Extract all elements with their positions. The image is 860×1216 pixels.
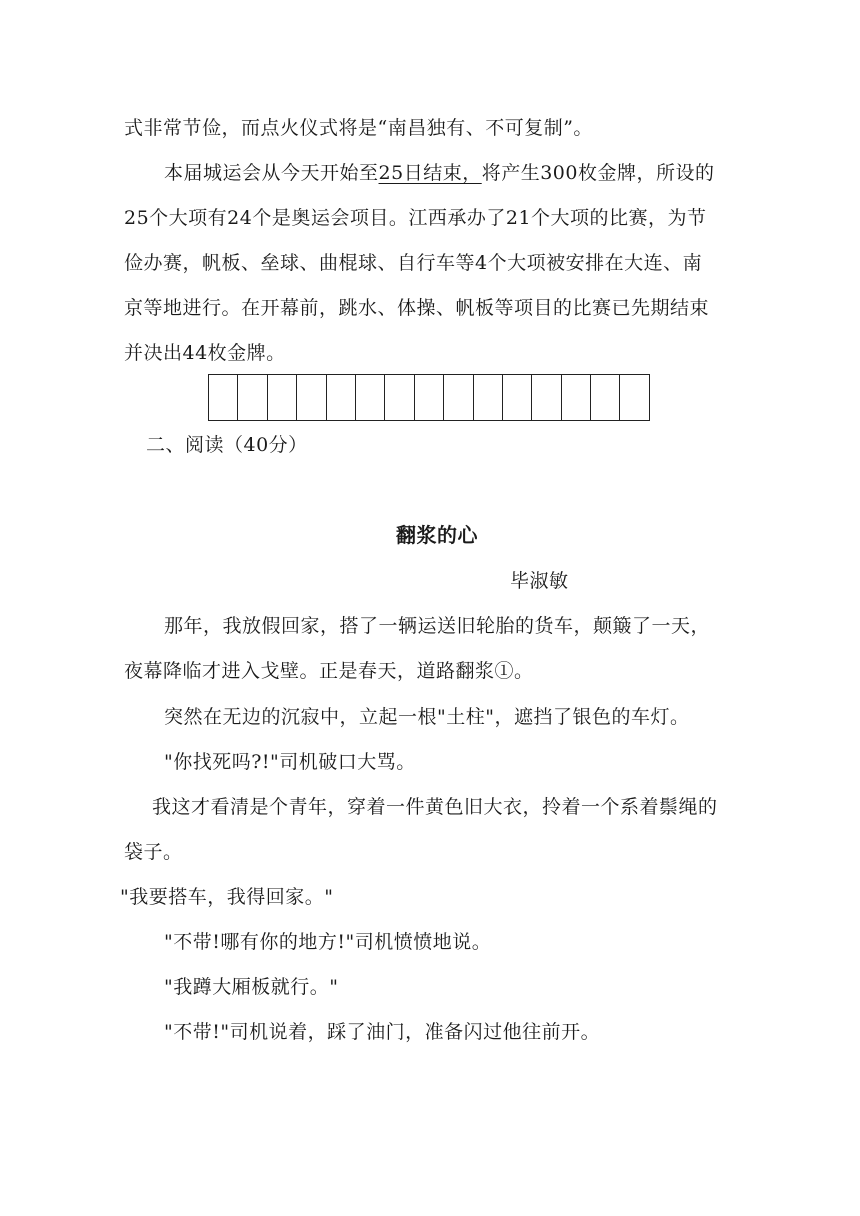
passage-text: 将产生300枚金牌，所设的 <box>481 162 715 184</box>
answer-grid-cell[interactable] <box>591 375 620 420</box>
passage-line-3: 25个大项有24个是奥运会项目。江西承办了21个大项的比赛，为节 <box>124 207 707 229</box>
article-line-9: "我蹲大厢板就行。" <box>164 976 339 998</box>
answer-grid-cell[interactable] <box>238 375 267 420</box>
article-line-5: 我这才看清是个青年，穿着一件黄色旧大衣，拎着一个系着鬃绳的 <box>152 796 718 818</box>
answer-grid-cell[interactable] <box>297 375 326 420</box>
article-line-1: 那年，我放假回家，搭了一辆运送旧轮胎的货车，颠簸了一天， <box>164 615 711 637</box>
answer-grid-cell[interactable] <box>268 375 297 420</box>
section-heading: 二、阅读（40分） <box>146 434 308 456</box>
answer-grid-cell[interactable] <box>415 375 444 420</box>
underlined-phrase: 25日结束， <box>378 162 482 184</box>
passage-line-1: 式非常节俭，而点火仪式将是“南昌独有、不可复制”。 <box>124 117 593 139</box>
article-line-7: "我要搭车，我得回家。" <box>120 886 334 908</box>
answer-grid-cell[interactable] <box>562 375 591 420</box>
article-line-6: 袋子。 <box>124 841 183 863</box>
answer-grid-cell[interactable] <box>444 375 473 420</box>
answer-grid-cell[interactable] <box>385 375 414 420</box>
article-line-3: 突然在无边的沉寂中，立起一根"土柱"，遮挡了银色的车灯。 <box>164 706 690 728</box>
answer-grid-cell[interactable] <box>620 375 649 420</box>
answer-grid[interactable] <box>208 374 650 421</box>
article-line-2: 夜幕降临才进入戈壁。正是春天，道路翻浆①。 <box>124 660 534 682</box>
answer-grid-cell[interactable] <box>474 375 503 420</box>
passage-line-4: 俭办赛，帆板、垒球、曲棍球、自行车等4个大项被安排在大连、南 <box>124 252 703 274</box>
article-line-4: "你找死吗?!"司机破口大骂。 <box>164 751 416 773</box>
answer-grid-cell[interactable] <box>356 375 385 420</box>
article-title: 翻浆的心 <box>396 523 478 547</box>
answer-grid-cell[interactable] <box>503 375 532 420</box>
answer-grid-cell[interactable] <box>327 375 356 420</box>
answer-grid-cell[interactable] <box>209 375 238 420</box>
article-line-8: "不带!哪有你的地方!"司机愤愤地说。 <box>164 931 492 953</box>
answer-grid-cell[interactable] <box>532 375 561 420</box>
passage-text: 本届城运会从今天开始至 <box>164 162 379 184</box>
article-author: 毕淑敏 <box>510 570 569 592</box>
article-line-10: "不带!"司机说着，踩了油门，准备闪过他往前开。 <box>164 1021 601 1043</box>
passage-line-6: 并决出44枚金牌。 <box>124 342 286 364</box>
passage-line-2 <box>164 160 714 186</box>
passage-line-5: 京等地进行。在开幕前，跳水、体操、帆板等项目的比赛已先期结束 <box>124 297 710 319</box>
